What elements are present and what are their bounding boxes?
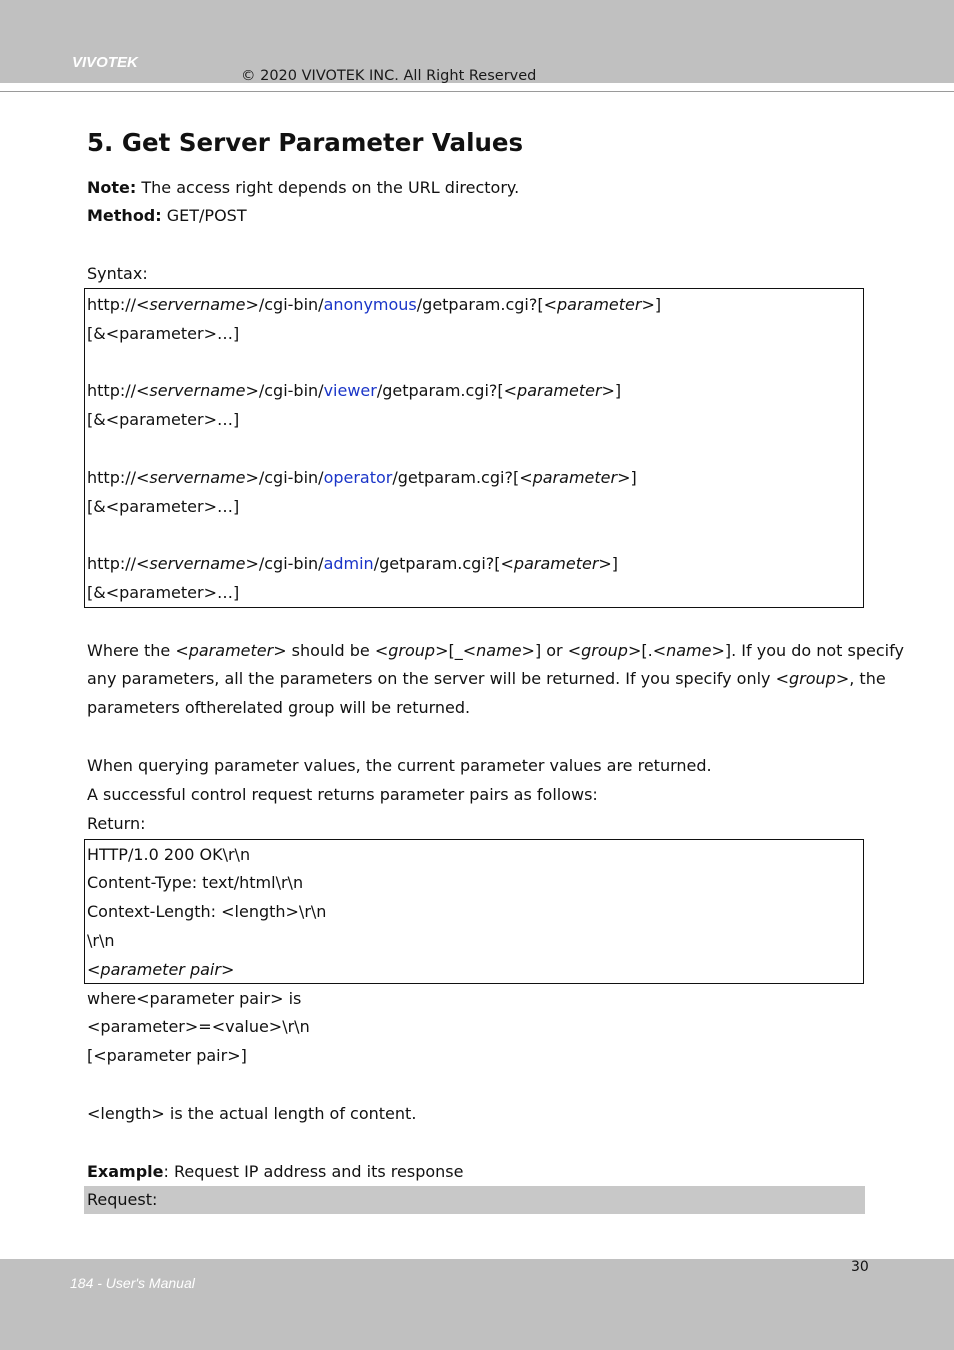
method-label: Method:	[87, 206, 162, 225]
example-label: Example	[87, 1162, 164, 1181]
page-header	[0, 0, 954, 83]
syntax-url-anonymous: http://<servername>/cgi-bin/anonymous/getparam.cgi?[<parameter>]	[87, 295, 662, 314]
syntax-continuation: [&<parameter>…]	[87, 324, 240, 343]
return-line: Context-Length: <length>\r\n	[87, 902, 327, 921]
note-label: Note:	[87, 178, 137, 197]
explanation-line-2: any parameters, all the parameters on the server will be returned. If you specify only <group>, the	[87, 669, 886, 688]
page-number: 30	[851, 1259, 869, 1275]
syntax-continuation: [&<parameter>…]	[87, 497, 240, 516]
dir-viewer: viewer	[323, 381, 377, 400]
return-label: Return:	[87, 814, 146, 833]
note-text: The access right depends on the URL directory.	[136, 178, 520, 197]
syntax-url-viewer: http://<servername>/cgi-bin/viewer/getparam.cgi?[<parameter>]	[87, 381, 622, 400]
copyright-text: © 2020 VIVOTEK INC. All Right Reserved	[241, 68, 537, 84]
brand-logo: VIVOTEK	[72, 54, 138, 71]
manual-label: 184 - User's Manual	[70, 1275, 195, 1291]
pair-line-3: [<parameter pair>]	[87, 1046, 247, 1065]
pair-line-2: <parameter>=<value>\r\n	[87, 1017, 310, 1036]
explanation-line-3: parameters oftherelated group will be returned.	[87, 698, 471, 717]
page-footer	[0, 1259, 954, 1350]
return-line: HTTP/1.0 200 OK\r\n	[87, 845, 251, 864]
dir-admin: admin	[323, 554, 374, 573]
length-line: <length> is the actual length of content.	[87, 1104, 417, 1123]
syntax-label: Syntax:	[87, 264, 148, 283]
request-label: Request:	[87, 1190, 158, 1209]
request-bar	[84, 1186, 865, 1214]
dir-operator: operator	[323, 468, 393, 487]
explanation-line-4: When querying parameter values, the current parameter values are returned.	[87, 756, 712, 775]
return-box	[84, 839, 864, 984]
method-line	[87, 206, 247, 225]
method-text: GET/POST	[161, 206, 247, 225]
syntax-continuation: [&<parameter>…]	[87, 583, 240, 602]
explanation-line-5: A successful control request returns parameter pairs as follows:	[87, 785, 598, 804]
note-line	[87, 178, 519, 197]
header-divider	[0, 91, 954, 92]
example-text: : Request IP address and its response	[163, 1162, 464, 1181]
return-line: \r\n	[87, 931, 115, 950]
dir-anonymous: anonymous	[323, 295, 417, 314]
syntax-continuation: [&<parameter>…]	[87, 410, 240, 429]
syntax-url-operator: http://<servername>/cgi-bin/operator/getparam.cgi?[<parameter>]	[87, 468, 637, 487]
explanation-line-1: Where the <parameter> should be <group>[_<name>] or <group>[.<name>]. If you do not specify	[87, 641, 904, 660]
section-title: 5. Get Server Parameter Values	[87, 128, 524, 157]
example-line	[87, 1162, 463, 1181]
pair-line-1: where<parameter pair> is	[87, 989, 302, 1008]
return-line: Content-Type: text/html\r\n	[87, 873, 304, 892]
syntax-url-admin: http://<servername>/cgi-bin/admin/getparam.cgi?[<parameter>]	[87, 554, 619, 573]
syntax-box	[84, 288, 864, 608]
return-last-line: <parameter pair>	[87, 960, 235, 979]
